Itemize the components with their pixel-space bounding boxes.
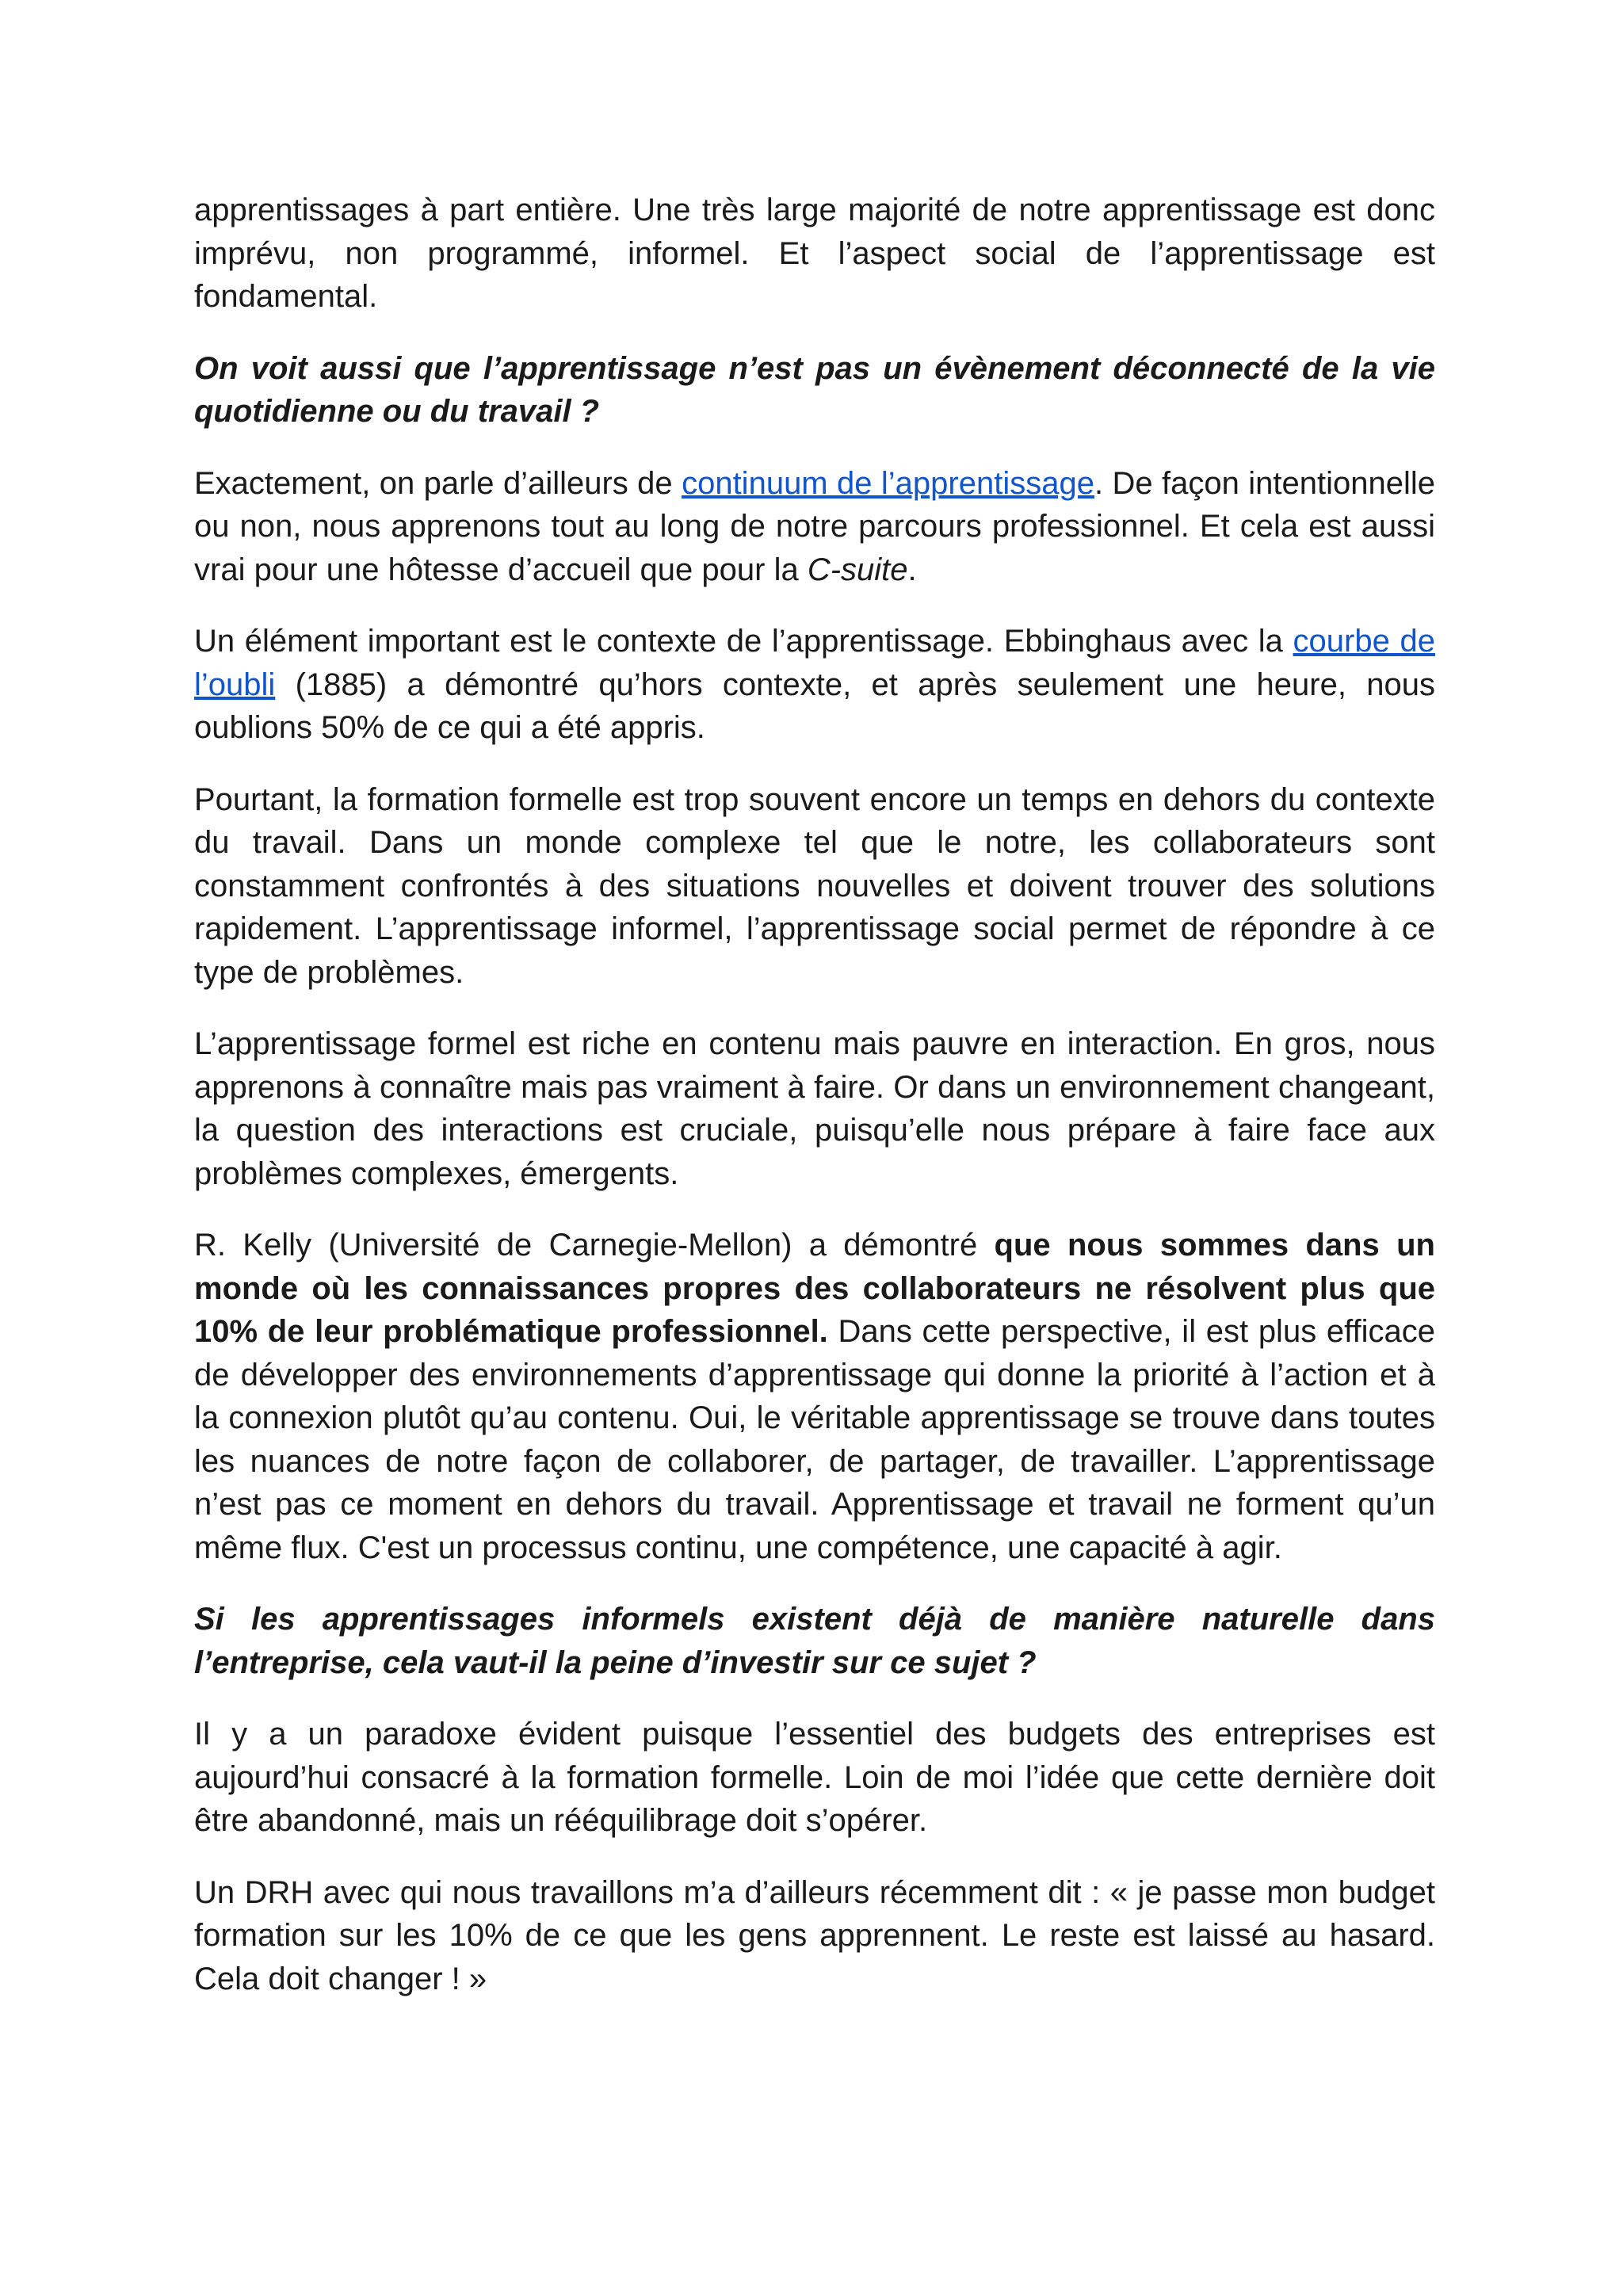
paragraph-continuum-text-middle: . De façon intentionnelle ou non, nous apprenons tout au long de notre parcours professionnel. Et cela est aussi vrai pour une hôtesse d’accueil que pour la: [194, 465, 1436, 587]
paragraph-continuum-text-end: .: [907, 552, 917, 587]
paragraph-paradox: Il y a un paradoxe évident puisque l’essentiel des budgets des entreprises est aujourd’hui consacré à la formation formelle. Loin de moi l’idée que cette dernière doit être abandonné, mais un rééquilibrage doit s’opérer.: [194, 1717, 1435, 1838]
paragraph-kelly-highlight: que nous sommes dans un monde où les connaissances propres des collaborateurs ne résolvent plus que 10% de leur problématique professionnel.: [194, 1228, 1435, 1349]
paragraph-context: [194, 620, 1435, 750]
paragraph-kelly-rest: Dans cette perspective, il est plus efficace de développer des environnements d’apprentissage qui donne la priorité à l’action et à la connexion plutôt qu’au contenu. Oui, le véritable apprentissage se trouve dans toutes les nuances de notre façon de collaborer, de partager, de travailler. L’apprentissage n’est pas ce moment en dehors du travail. Apprentissage et travail ne forment qu’un même flux. C'est un processus continu, une compétence, une capacité à agir.: [194, 1314, 1436, 1565]
paragraph-content-vs-interaction: L’apprentissage formel est riche en contenu mais pauvre en interaction. En gros, nous apprenons à connaître mais pas vraiment à faire. Or dans un environnement changeant, la question des interactions est cruciale, puisqu’elle nous prépare à faire face aux problèmes complexes, émergents.: [194, 1026, 1435, 1191]
paragraph-context-text-end: (1885) a démontré qu’hors contexte, et après seulement une heure, nous oublions 50% de ce qui a été appris.: [194, 667, 1435, 745]
continuum-link[interactable]: continuum de l’apprentissage: [682, 465, 1094, 501]
forgetting-curve-link[interactable]: courbe de l’oubli: [194, 624, 1435, 702]
paragraph-formal-training: Pourtant, la formation formelle est trop souvent encore un temps en dehors du contexte du travail. Dans un monde complexe tel que le notre, les collaborateurs sont constamment confrontés à des situations nouvelles et doivent trouver des solutions rapidement. L’apprentissage informel, l’apprentissage social permet de répondre à ce type de problèmes.: [194, 781, 1435, 990]
paragraph-drh-quote: Un DRH avec qui nous travaillons m’a d’ailleurs récemment dit : « je passe mon budget formation sur les 10% de ce que les gens apprennent. Le reste est laissé au hasard. Cela doit changer ! »: [194, 1874, 1435, 1996]
interview-question-investment: Si les apprentissages informels existent déjà de manière naturelle dans l’entreprise, cela vaut-il la peine d’investir sur ce sujet ?: [194, 1602, 1435, 1680]
article-body: [194, 189, 1435, 2029]
paragraph-context-text-start: Un élément important est le contexte de l’apprentissage. Ebbinghaus avec la: [194, 624, 1293, 659]
paragraph-kelly-intro: R. Kelly (Université de Carnegie-Mellon) a démontré: [194, 1228, 995, 1263]
interview-question-continuum: On voit aussi que l’apprentissage n’est pas un évènement déconnecté de la vie quotidienne ou du travail ?: [194, 350, 1435, 429]
c-suite-term: C-suite: [807, 552, 908, 587]
paragraph-kelly-study: [194, 1224, 1435, 1569]
paragraph-continuum: [194, 462, 1435, 592]
paragraph-informal-learning: apprentissages à part entière. Une très large majorité de notre apprentissage est donc imprévu, non programmé, informel. Et l’aspect social de l’apprentissage est fondamental.: [194, 193, 1435, 314]
paragraph-continuum-text-start: Exactement, on parle d’ailleurs de: [194, 465, 682, 501]
